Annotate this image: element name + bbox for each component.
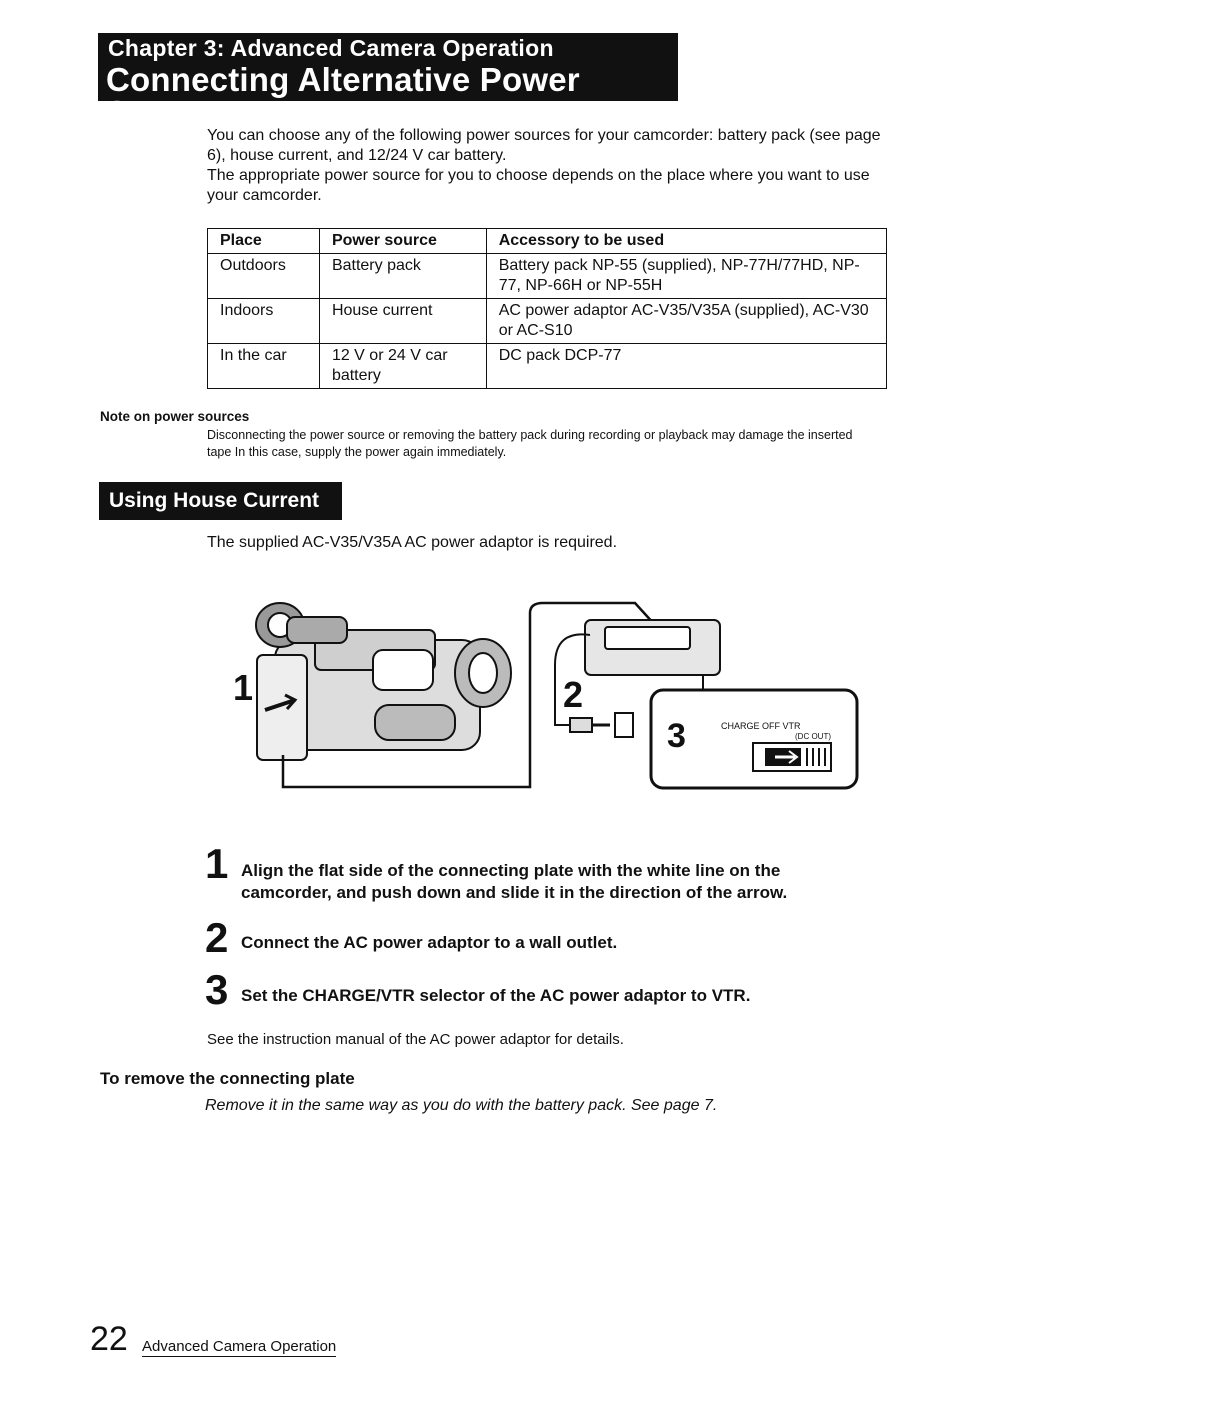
table-row xyxy=(208,344,887,389)
intro-text xyxy=(207,126,897,206)
cell-accessory: DC pack DCP-77 xyxy=(486,344,886,389)
note-body: Disconnecting the power source or removing the battery pack during recording or playback may damage the inserted tape In this case, supply the power again immediately. xyxy=(207,428,853,459)
switch-label: CHARGE OFF VTR xyxy=(721,721,801,731)
page-title: Connecting Alternative Power Sources xyxy=(106,61,580,131)
callout-2: 2 xyxy=(563,674,584,715)
cell-accessory: Battery pack NP-55 (supplied), NP-77H/77HD, NP-77, NP-66H or NP-55H xyxy=(486,254,886,299)
camcorder-illustration xyxy=(256,603,511,760)
power-source-table xyxy=(207,228,887,389)
step-number: 1 xyxy=(205,840,229,887)
chapter-label: Chapter 3: Advanced Camera Operation xyxy=(108,35,554,61)
remove-plate-heading: To remove the connecting plate xyxy=(100,1069,355,1088)
col-header-place: Place xyxy=(208,229,320,254)
intro-paragraph-1: You can choose any of the following power sources for your camcorder: battery pack (see page 6), house current, and 12/24 V car battery. xyxy=(207,127,881,164)
table-header-row xyxy=(208,229,887,254)
col-header-power-source: Power source xyxy=(319,229,486,254)
page-number: 22 xyxy=(90,1320,128,1358)
cell-place: In the car xyxy=(208,344,320,389)
step-text: Set the CHARGE/VTR selector of the AC power adaptor to VTR. xyxy=(241,986,751,1005)
supplied-adaptor-text: The supplied AC-V35/V35A AC power adaptor is required. xyxy=(207,534,618,551)
table-row xyxy=(208,254,887,299)
charge-vtr-switch-icon xyxy=(753,743,831,771)
remove-plate-body: Remove it in the same way as you do with the battery pack. See page 7. xyxy=(205,1097,718,1114)
cell-power-source: House current xyxy=(319,299,486,344)
note-heading: Note on power sources xyxy=(100,409,250,424)
step-number: 2 xyxy=(205,914,229,961)
cell-accessory: AC power adaptor AC-V35/V35A (supplied), AC-V30 or AC-S10 xyxy=(486,299,886,344)
section-banner: Using House Current xyxy=(99,482,342,520)
step-number: 3 xyxy=(205,966,229,1013)
step-text: Align the flat side of the connecting plate with the white line on the camcorder, and push down and slide it in the direction of the arrow. xyxy=(241,861,788,902)
chapter-header-banner xyxy=(98,33,678,131)
cell-power-source: 12 V or 24 V car battery xyxy=(319,344,486,389)
cell-power-source: Battery pack xyxy=(319,254,486,299)
callout-1: 1 xyxy=(233,667,254,708)
col-header-accessory: Accessory to be used xyxy=(486,229,886,254)
cell-place: Indoors xyxy=(208,299,320,344)
footer-section-name: Advanced Camera Operation xyxy=(142,1338,337,1355)
table-row xyxy=(208,299,887,344)
cell-place: Outdoors xyxy=(208,254,320,299)
see-also-text: See the instruction manual of the AC power adaptor for details. xyxy=(207,1031,624,1048)
switch-sublabel: (DC OUT) xyxy=(795,732,831,741)
connection-illustration xyxy=(225,595,865,800)
callout-3: 3 xyxy=(667,717,686,755)
intro-paragraph-2: The appropriate power source for you to choose depends on the place where you want to use your camcorder. xyxy=(207,167,870,204)
step-text: Connect the AC power adaptor to a wall outlet. xyxy=(241,933,618,952)
